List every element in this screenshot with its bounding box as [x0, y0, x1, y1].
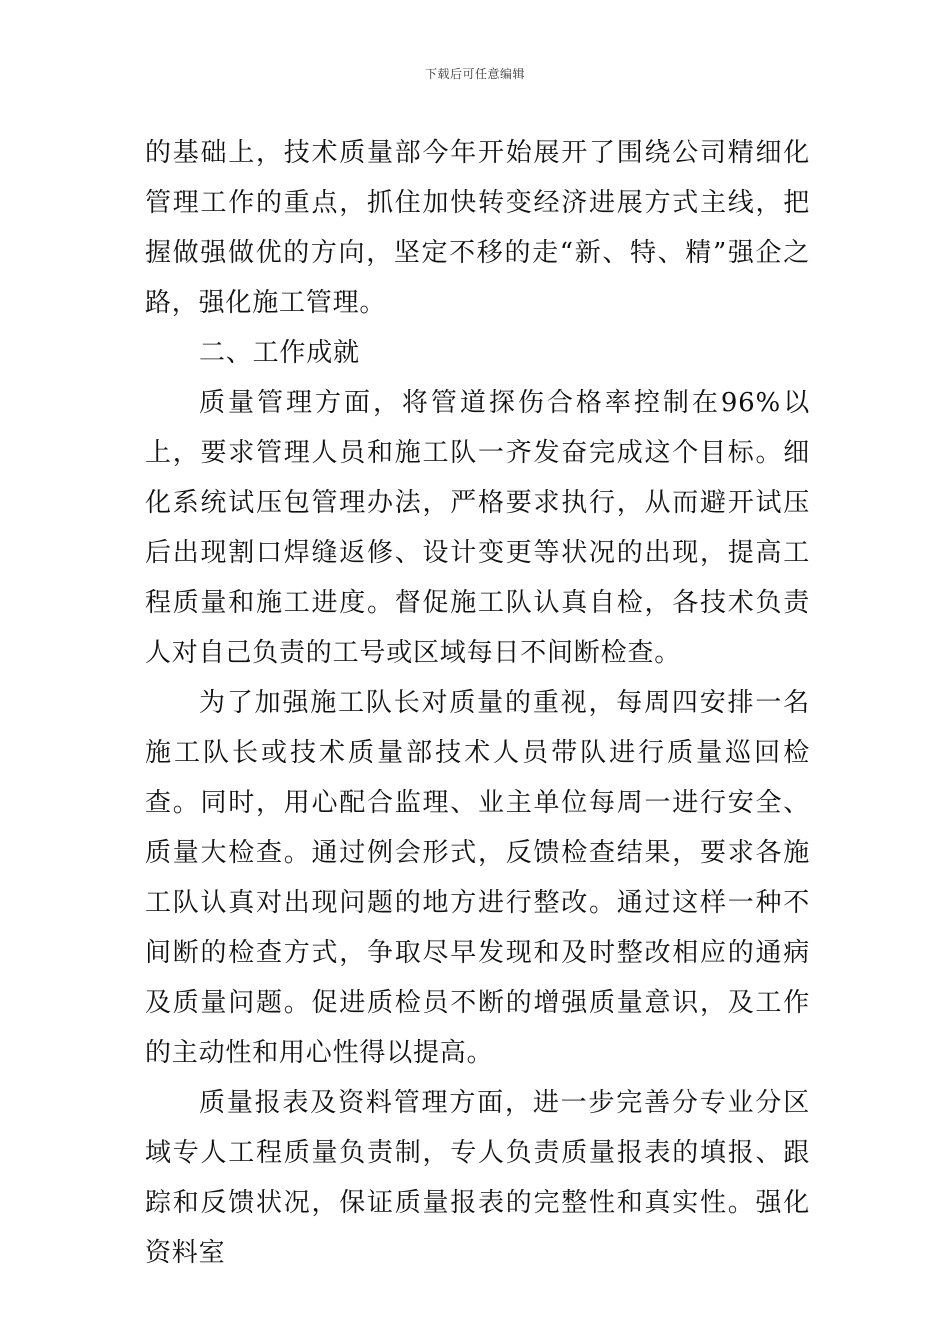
paragraph-quality-management: 质量管理方面，将管道探伤合格率控制在96%以上，要求管理人员和施工队一齐发奋完成这个目标。细化系统试压包管理办法，严格要求执行，从而避开试压后出现割口焊缝返修、设计变更等状况的出现，提高工程质量和施工进度。督促施工队认真自检，各技术负责人对自己负责的工号或区域每日不间断检查。 [145, 388, 810, 668]
section-heading: 二、工作成就 [199, 338, 360, 368]
page-header: 下载后可任意编辑 [424, 67, 525, 81]
paragraph-inspection: 为了加强施工队长对质量的重视，每周四安排一名施工队长或技术质量部技术人员带队进行质量巡回检查。同时，用心配合监理、业主单位每周一进行安全、质量大检查。通过例会形式，反馈检查结果，要求各施工队认真对出现问题的地方进行整改。通过这样一种不间断的检查方式，争取尽早发现和及时整改相应的通病及质量问题。促进质检员不断的增强质量意识，及工作的主动性和用心性得以提高。 [145, 688, 810, 1068]
document-body [145, 128, 810, 1278]
paragraph-continuation: 的基础上，技术质量部今年开始展开了围绕公司精细化管理工作的重点，抓住加快转变经济进展方式主线，把握做强做优的方向，坚定不移的走“新、特、精”强企之路，强化施工管理。 [145, 138, 810, 318]
paragraph-reports: 质量报表及资料管理方面，进一步完善分专业分区域专人工程质量负责制，专人负责质量报表的填报、跟踪和反馈状况，保证质量报表的完整性和真实性。强化资料室 [145, 1088, 810, 1268]
